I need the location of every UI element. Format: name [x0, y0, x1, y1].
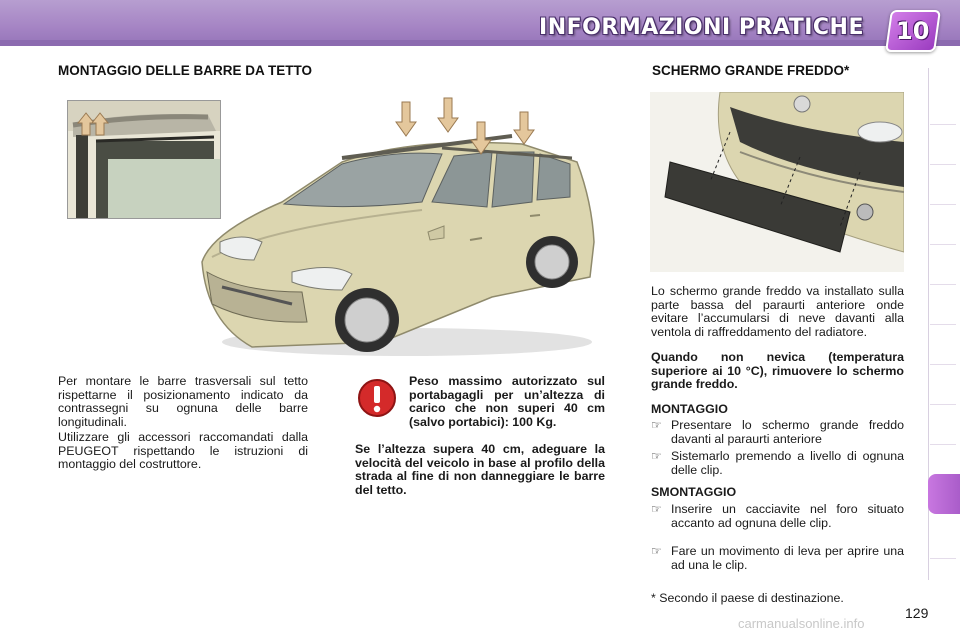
- removal-step: ☞ Inserire un cacciavite nel foro situato accanto ad ognuna delle clip.: [651, 502, 904, 530]
- chapter-tab[interactable]: [930, 166, 956, 205]
- hand-pointer-icon: ☞: [651, 502, 662, 516]
- footnote: * Secondo il paese di destinazione.: [651, 591, 844, 605]
- hand-pointer-icon: ☞: [651, 544, 662, 558]
- mounting-heading: MONTAGGIO: [651, 402, 728, 416]
- chapter-tab[interactable]: [930, 286, 956, 325]
- watermark: carmanualsonline.info: [738, 616, 865, 631]
- chapter-tab-active[interactable]: [928, 474, 960, 514]
- chapter-tab[interactable]: [930, 206, 956, 245]
- cold-screen-removal-note: Quando non nevica (temperatura superiore ai 10 °C), rimuovere lo schermo grande freddo.: [651, 350, 904, 392]
- page-title: INFORMAZIONI PRATICHE: [539, 15, 864, 40]
- accessories-recommendation: Utilizzare gli accessori raccomandati dalla PEUGEOT rispettando le istruzioni di montaggio del costruttore.: [58, 430, 308, 472]
- hand-pointer-icon: ☞: [651, 449, 662, 463]
- cold-screen-description: Lo schermo grande freddo va installato sulla parte bassa del paraurti anteriore onde evitare l’accumularsi di neve davanti alla ventola di raffreddamento del radiatore.: [651, 284, 904, 339]
- header-stripe: [0, 40, 960, 46]
- section-title-cold-screen: SCHERMO GRANDE FREDDO*: [652, 63, 850, 78]
- chapter-tab[interactable]: [930, 406, 956, 445]
- chapter-number: 10: [896, 17, 930, 45]
- cold-climate-screen-image: [650, 92, 904, 272]
- page-number: 129: [905, 605, 929, 621]
- height-speed-warning: Se l’altezza supera 40 cm, adeguare la velocità del veicolo in base al profilo della strada al fine di non danneggiare le barre del tetto.: [355, 442, 605, 497]
- chapter-tab[interactable]: [930, 246, 956, 285]
- chapter-badge: [885, 10, 941, 52]
- mounting-step: ☞ Presentare lo schermo grande freddo davanti al paraurti anteriore: [651, 418, 904, 446]
- removal-step: ☞ Fare un movimento di leva per aprire una ad una le clip.: [651, 544, 904, 572]
- chapter-tab[interactable]: [930, 126, 956, 165]
- roof-bars-instruction: Per montare le barre trasversali sul tetto rispettarne il posizionamento indicato da contrassegni su ognuna delle barre longitudinali.: [58, 374, 308, 429]
- section-title-roof-bars: MONTAGGIO DELLE BARRE DA TETTO: [58, 63, 312, 78]
- hand-pointer-icon: ☞: [651, 418, 662, 432]
- chapter-tab[interactable]: [930, 326, 956, 365]
- station-wagon-car-image: [192, 92, 602, 360]
- chapter-tab[interactable]: [930, 86, 956, 125]
- max-load-warning: Peso massimo autorizzato sul portabagagli per un’altezza di carico che non superi 40 cm (salvo portabici): 100 Kg.: [409, 374, 605, 429]
- chapter-tab[interactable]: [930, 366, 956, 405]
- mounting-step: ☞ Sistemarlo premendo a livello di ognuna delle clip.: [651, 449, 904, 477]
- warning-icon: [357, 378, 397, 418]
- chapter-tab[interactable]: [930, 520, 956, 559]
- removal-heading: SMONTAGGIO: [651, 485, 737, 499]
